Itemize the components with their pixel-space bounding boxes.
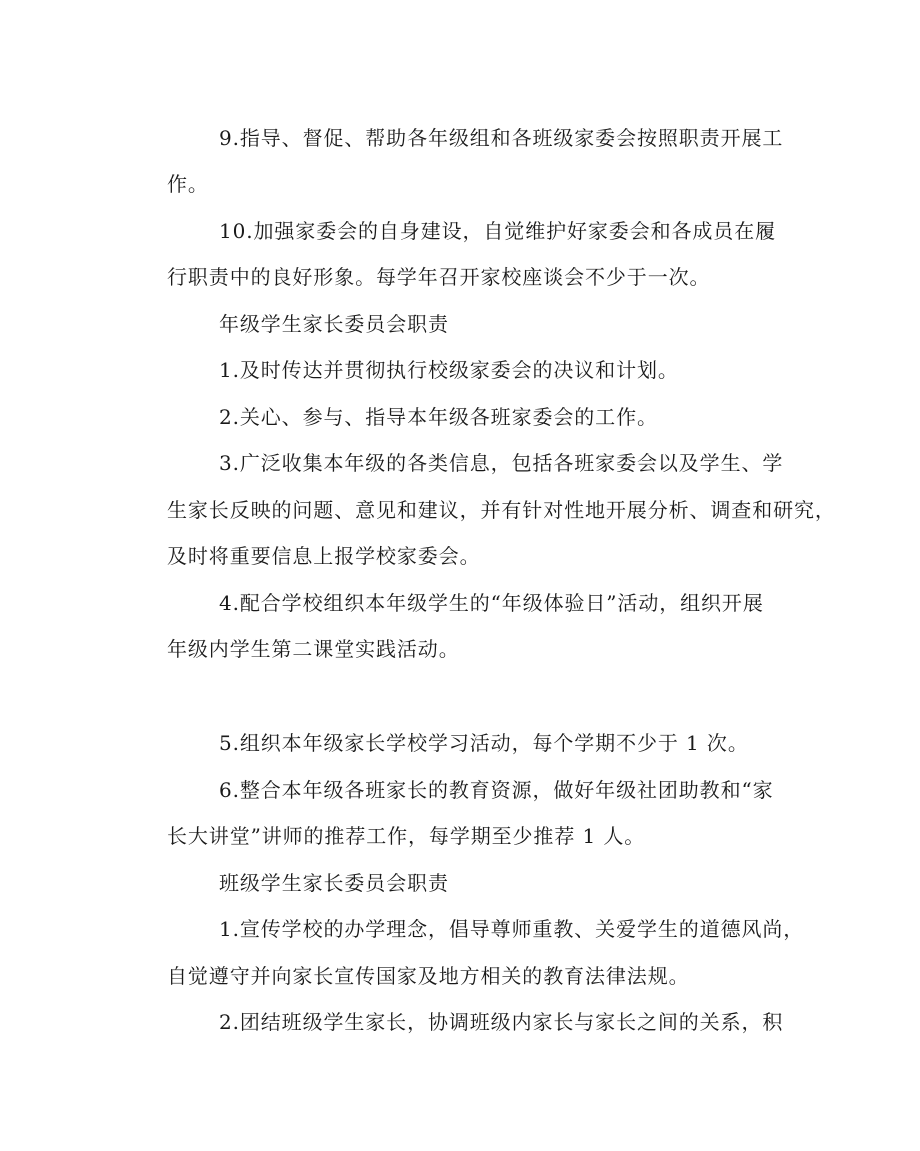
paragraph-line: 年级内学生第二课堂实践活动。 xyxy=(167,637,460,661)
paragraph-line: 及时将重要信息上报学校家委会。 xyxy=(167,544,481,568)
paragraph-line: 生家长反映的问题、意见和建议，并有针对性地开展分析、调查和研究， xyxy=(167,498,836,522)
paragraph-line: 自觉遵守并向家长宣传国家及地方相关的教育法律法规。 xyxy=(167,964,690,988)
section-heading: 班级学生家长委员会职责 xyxy=(219,871,449,895)
paragraph-line: 3.广泛收集本年级的各类信息，包括各班家委会以及学生、学 xyxy=(219,451,784,475)
paragraph-line: 行职责中的良好形象。每学年召开家校座谈会不少于一次。 xyxy=(167,265,711,289)
paragraph-line: 4.配合学校组织本年级学生的“年级体验日”活动，组织开展 xyxy=(219,591,764,615)
paragraph-line: 2.关心、参与、指导本年级各班家委会的工作。 xyxy=(219,405,658,429)
paragraph-line: 9.指导、督促、帮助各年级组和各班级家委会按照职责开展工 xyxy=(219,126,784,150)
paragraph-line: 6.整合本年级各班家长的教育资源，做好年级社团助教和“家 xyxy=(219,778,774,802)
section-heading: 年级学生家长委员会职责 xyxy=(219,312,449,336)
paragraph-line: 作。 xyxy=(167,172,209,196)
paragraph-line: 1.宣传学校的办学理念，倡导尊师重教、关爱学生的道德风尚， xyxy=(219,917,805,941)
paragraph-line: 2.团结班级学生家长，协调班级内家长与家长之间的关系，积 xyxy=(219,1010,784,1034)
paragraph-line: 10.加强家委会的自身建设，自觉维护好家委会和各成员在履 xyxy=(219,219,777,243)
paragraph-line: 长大讲堂”讲师的推荐工作，每学期至少推荐 1 人。 xyxy=(167,824,646,848)
paragraph-line: 5.组织本年级家长学校学习活动，每个学期不少于 1 次。 xyxy=(219,731,749,755)
paragraph-line: 1.及时传达并贯彻执行校级家委会的决议和计划。 xyxy=(219,358,679,382)
